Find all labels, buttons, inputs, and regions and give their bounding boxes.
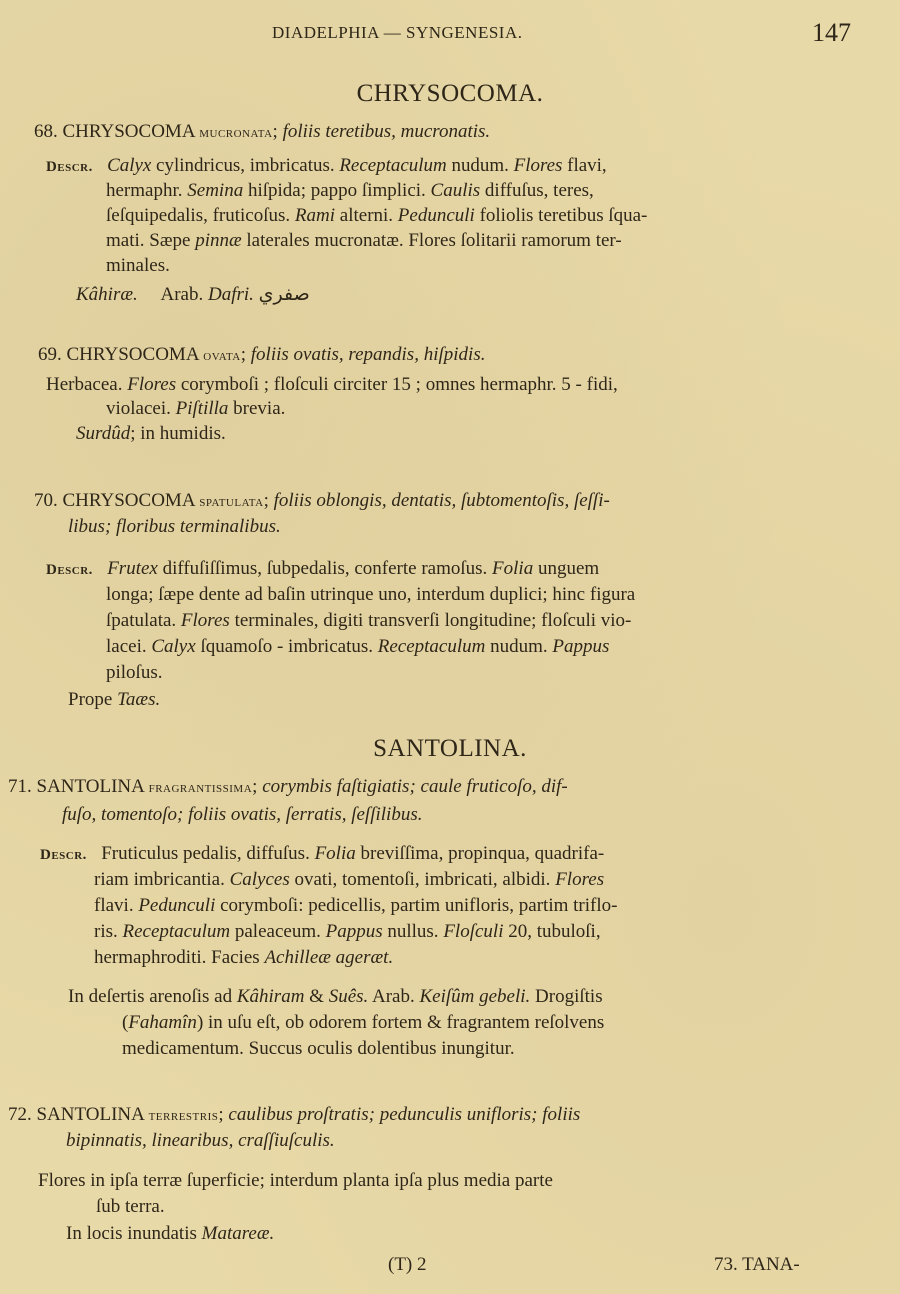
entry-71-diagnosis-line-2 (62, 804, 422, 826)
desc-text: ſub terra. (96, 1196, 165, 1217)
descr-text: ſquamoſo - imbricatus. (195, 636, 378, 657)
descr-term: Folia (314, 843, 356, 864)
descr-term: Semina (187, 180, 244, 201)
descr-term: Frutex (107, 558, 158, 579)
entry-72-heading: 72. SANTOLINA terrestris; caulibus proſtratis; pedunculis unifloris; foliis (8, 1104, 581, 1125)
descr-term: Pedunculi (138, 895, 216, 916)
descr-text: corymboſi: pedicellis, partim unifloris, partim triflo- (215, 895, 618, 916)
entry-69-heading: 69. CHRYSOCOMA ovata; foliis ovatis, repandis, hiſpidis. (38, 344, 486, 365)
signature-mark: (T) 2 (388, 1254, 427, 1275)
entry-68-heading: 68. CHRYSOCOMA mucronata; foliis teretibus, mucronatis. (34, 121, 491, 142)
habitat-text: & (304, 986, 329, 1007)
descr-text: piloſus. (106, 662, 163, 683)
descr-text: 20, tubuloſi, (503, 921, 601, 942)
descr-term: Pappus (325, 921, 383, 942)
descr-term: Calyx (151, 636, 196, 657)
descr-text: hermaphroditi. Facies (94, 947, 265, 968)
entry-70-diagnosis-line-2 (68, 516, 281, 538)
descr-text: nullus. (382, 921, 444, 942)
descr-text: diffuſus, teres, (480, 180, 594, 201)
descr-term: Calyces (229, 869, 290, 890)
descr-text: lacei. (106, 636, 152, 657)
descr-text: ſpatulata. (106, 610, 181, 631)
descr-text: alterni. (335, 205, 398, 226)
descr-text: Fruticulus pedalis, diffuſus. (101, 843, 315, 864)
descr-text: terminales, digiti transverſi longitudine; floſculi vio- (229, 610, 632, 631)
descr-label: Descr. (46, 562, 93, 578)
entry-71-descr-line-2 (94, 869, 604, 891)
habitat-place: Kâhiram (236, 986, 305, 1007)
entry-71-habitat-line-3 (122, 1038, 515, 1060)
entry-number: 69. (38, 344, 62, 365)
running-title: DIADELPHIA — SYNGENESIA. (272, 23, 523, 42)
entry-diagnosis: foliis oblongis, dentatis, ſubtomentoſis, ſeſſi- (273, 490, 610, 511)
desc-text: violacei. (106, 398, 176, 419)
descr-term: pinnæ (195, 230, 242, 251)
entry-number: 68. (34, 121, 58, 142)
entry-70-heading: 70. CHRYSOCOMA spatulata; foliis oblongis, dentatis, ſubtomentoſis, ſeſſi- (34, 490, 610, 511)
habitat-place: Suês. (328, 986, 369, 1007)
descr-text: hermaphr. (106, 180, 188, 201)
descr-term: Pedunculi (397, 205, 475, 226)
entry-diagnosis: foliis teretibus, mucronatis. (282, 121, 491, 142)
entry-68-locality (76, 283, 310, 306)
descr-text: ſeſquipedalis, fruticoſus. (106, 205, 295, 226)
locality-place: Surdûd (76, 423, 131, 444)
descr-term: Receptaculum (122, 921, 231, 942)
entry-69-locality (76, 423, 226, 445)
descr-text: flavi, (562, 155, 607, 176)
descr-term: Receptaculum (339, 155, 447, 176)
catchword: 73. TANA- (714, 1254, 800, 1275)
entry-72-diagnosis-line-2 (66, 1130, 335, 1152)
descr-label: Descr. (40, 847, 87, 863)
desc-text: brevia. (228, 398, 286, 419)
entry-species: terrestris (148, 1108, 219, 1124)
habitat-text: In deſertis arenoſis ad (68, 986, 237, 1007)
entry-69-desc-line-1 (46, 374, 618, 396)
entry-genus: CHRYSOCOMA (66, 344, 199, 365)
descr-text: flavi. (94, 895, 139, 916)
descr-text: minales. (106, 255, 170, 276)
entry-71-heading: 71. SANTOLINA fragrantissima; corymbis faſtigiatis; caule fruticoſo, dif- (8, 776, 568, 797)
descr-text: laterales mucronatæ. Flores ſolitarii ramorum ter- (241, 230, 622, 251)
descr-text: paleaceum. (230, 921, 326, 942)
habitat-arab-name: Keiſûm gebeli. (419, 986, 531, 1007)
entry-genus: CHRYSOCOMA (62, 121, 195, 142)
arabic-script: صفري (258, 283, 310, 305)
desc-text: Flores in ipſa terræ ſuperficie; interdum planta ipſa plus media parte (38, 1170, 553, 1191)
descr-term: Receptaculum (377, 636, 486, 657)
locality-text: ; in humidis. (130, 423, 226, 444)
descr-text: breviſſima, propinqua, quadrifa- (355, 843, 605, 864)
desc-term: Piſtilla (175, 398, 229, 419)
descr-term: Caulis (430, 180, 481, 201)
descr-text: ris. (94, 921, 123, 942)
habitat-text: Drogiſtis (530, 986, 603, 1007)
descr-term: Flores (180, 610, 230, 631)
entry-71-habitat-line-1 (68, 986, 603, 1008)
habitat-text: Arab. (368, 986, 420, 1007)
entry-68-descr-line-2 (106, 180, 594, 202)
entry-genus: CHRYSOCOMA (62, 490, 195, 511)
entry-species: spatulata (199, 494, 264, 510)
habitat-text: ) in uſu eſt, ob odorem fortem & fragrantem reſolvens (196, 1012, 605, 1033)
entry-diagnosis: bipinnatis, linearibus, craſſiuſculis. (66, 1130, 335, 1151)
entry-69-desc-line-2 (106, 398, 285, 420)
habitat-text: ( (122, 1012, 129, 1033)
arab-label: Arab. (160, 284, 204, 305)
genus-heading-santolina: SANTOLINA. (373, 735, 527, 762)
entry-70-descr-line-4 (106, 636, 609, 658)
entry-diagnosis: corymbis faſtigiatis; caule fruticoſo, dif- (262, 776, 568, 797)
desc-text: Herbacea. (46, 374, 128, 395)
descr-term: Achilleæ ageræt. (264, 947, 394, 968)
habitat-term: Fahamîn (128, 1012, 197, 1033)
descr-text: mati. Sæpe (106, 230, 196, 251)
entry-68-descr-line-1 (46, 155, 892, 178)
descr-term: Flores (513, 155, 563, 176)
entry-72-desc-line-2 (96, 1196, 165, 1218)
entry-71-descr-line-3 (94, 895, 617, 917)
entry-number: 71. (8, 776, 32, 797)
entry-72-desc-line-1 (38, 1170, 553, 1192)
entry-70-descr-line-3 (106, 610, 631, 632)
desc-text: corymboſi ; floſculi circiter 15 ; omnes hermaphr. 5 - fidi, (176, 374, 618, 395)
entry-diagnosis: fuſo, tomentoſo; foliis ovatis, ſerratis, ſeſſilibus. (62, 804, 423, 825)
desc-term: Flores (127, 374, 177, 395)
entry-71-descr-line-5 (94, 947, 393, 969)
entry-number: 70. (34, 490, 58, 511)
descr-term: Folia (492, 558, 534, 579)
descr-text: nudum. (446, 155, 514, 176)
entry-71-habitat-line-2 (122, 1012, 604, 1034)
entry-species: mucronata (199, 125, 273, 141)
arab-name: Dafri. (207, 284, 254, 305)
entry-70-descr-line-2 (106, 584, 635, 606)
entry-68-descr-line-4 (106, 230, 622, 252)
entry-number: 72. (8, 1104, 32, 1125)
entry-72-locality (66, 1223, 274, 1245)
descr-text: hiſpida; pappo ſimplici. (243, 180, 431, 201)
descr-term: Flores (555, 869, 605, 890)
descr-term: Calyx (107, 155, 152, 176)
entry-70-descr-line-5 (106, 662, 162, 684)
entry-68-descr-line-5 (106, 255, 170, 277)
entry-68-descr-line-3 (106, 205, 647, 227)
descr-text: diffuſiſſimus, ſubpedalis, conferte ramoſus. (157, 558, 493, 579)
entry-species: fragrantissima (148, 780, 253, 796)
entry-70-descr-line-1 (46, 558, 599, 581)
entry-70-locality (68, 689, 160, 711)
locality-place: Matareæ. (201, 1223, 275, 1244)
descr-label: Descr. (46, 159, 93, 175)
entry-species: ovata (203, 348, 241, 364)
entry-diagnosis: foliis ovatis, repandis, hiſpidis. (250, 344, 486, 365)
locality-text: Prope (68, 689, 118, 710)
habitat-text: medicamentum. Succus oculis dolentibus inungitur. (122, 1038, 515, 1059)
entry-diagnosis: caulibus proſtratis; pedunculis unifloris; foliis (228, 1104, 581, 1125)
entry-genus: SANTOLINA (36, 776, 144, 797)
entry-diagnosis: libus; floribus terminalibus. (68, 516, 281, 537)
entry-71-descr-line-1 (40, 843, 604, 866)
entry-71-descr-line-4 (94, 921, 601, 943)
descr-term: Pappus (552, 636, 610, 657)
locality-place: Kâhiræ. (76, 284, 138, 305)
page-number: 147 (812, 18, 851, 47)
entry-genus: SANTOLINA (36, 1104, 144, 1125)
descr-term: Floſculi (443, 921, 504, 942)
descr-term: Rami (294, 205, 336, 226)
descr-text: ovati, tomentoſi, imbricati, albidi. (289, 869, 556, 890)
genus-heading-chrysocoma: CHRYSOCOMA. (356, 80, 544, 107)
locality-place: Taæs. (117, 689, 161, 710)
descr-text: longa; ſæpe dente ad baſin utrinque uno, interdum duplici; hinc figura (106, 584, 636, 605)
descr-text: riam imbricantia. (94, 869, 230, 890)
descr-text: cylindricus, imbricatus. (151, 155, 340, 176)
descr-text: nudum. (485, 636, 553, 657)
locality-text: In locis inundatis (66, 1223, 202, 1244)
descr-text: foliolis teretibus ſqua- (474, 205, 648, 226)
descr-text: unguem (533, 558, 600, 579)
